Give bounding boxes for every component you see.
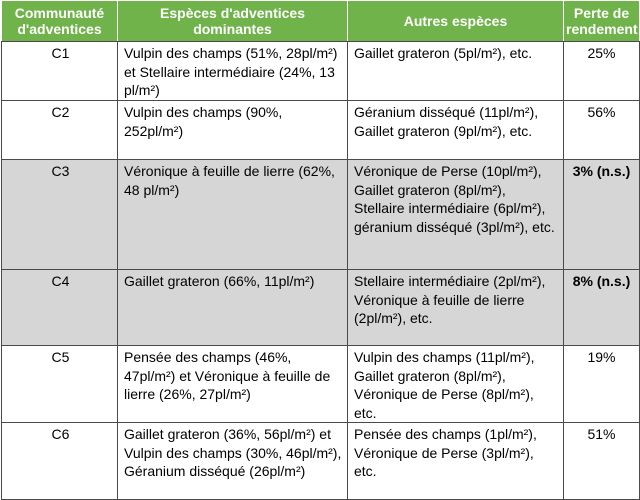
other-species-cell: Stellaire intermédiaire (2pl/m²), Véronique à feuille de lierre (2pl/m²), etc. [348,270,564,346]
yield-loss-cell: 8% (n.s.) [564,270,640,346]
other-species-cell: Gaillet grateron (5pl/m²), etc. [348,42,564,101]
table-row [2,346,640,423]
dominant-species-cell: Pensée des champs (46%, 47pl/m²) et Véronique à feuille de lierre (26%, 27pl/m²) [118,346,348,423]
dominant-species-cell: Véronique à feuille de lierre (62%, 48 pl/m²) [118,160,348,270]
yield-loss-cell: 3% (n.s.) [564,160,640,270]
yield-loss-cell: 51% [564,423,640,500]
community-id: C1 [2,42,118,101]
header-other-species: Autres espèces [348,1,564,42]
header-community: Communauté d'adventices [2,1,118,42]
community-id: C4 [2,270,118,346]
table-row [2,42,640,101]
other-species-cell: Pensée des champs (1pl/m²), Véronique de Perse (3pl/m²), etc. [348,423,564,500]
header-yield-loss: Perte de rendement [564,1,640,42]
community-id: C6 [2,423,118,500]
weed-community-table [1,0,640,500]
yield-loss-cell: 56% [564,101,640,160]
dominant-species-cell: Vulpin des champs (51%, 28pl/m²) et Stellaire intermédiaire (24%, 13 pl/m²) [118,42,348,101]
dominant-species-cell: Gaillet grateron (36%, 56pl/m²) et Vulpin des champs (30%, 46pl/m²), Géranium disséqué (26pl/m²) [118,423,348,500]
table-row [2,270,640,346]
dominant-species-cell: Vulpin des champs (90%, 252pl/m²) [118,101,348,160]
table-row [2,423,640,500]
table-header [2,1,640,42]
table-row [2,160,640,270]
yield-loss-cell: 25% [564,42,640,101]
header-row [2,1,640,42]
community-id: C5 [2,346,118,423]
table-body [2,42,640,500]
other-species-cell: Vulpin des champs (11pl/m²), Gaillet grateron (8pl/m²), Véronique de Perse (8pl/m²), etc. [348,346,564,423]
community-id: C3 [2,160,118,270]
table-row [2,101,640,160]
other-species-cell: Géranium disséqué (11pl/m²), Gaillet grateron (9pl/m²), etc. [348,101,564,160]
dominant-species-cell: Gaillet grateron (66%, 11pl/m²) [118,270,348,346]
other-species-cell: Véronique de Perse (10pl/m²), Gaillet grateron (8pl/m²), Stellaire intermédiaire (6pl/m²), géranium disséqué (3pl/m²), etc. [348,160,564,270]
header-dominant-species: Espèces d'adventices dominantes [118,1,348,42]
community-id: C2 [2,101,118,160]
yield-loss-cell: 19% [564,346,640,423]
